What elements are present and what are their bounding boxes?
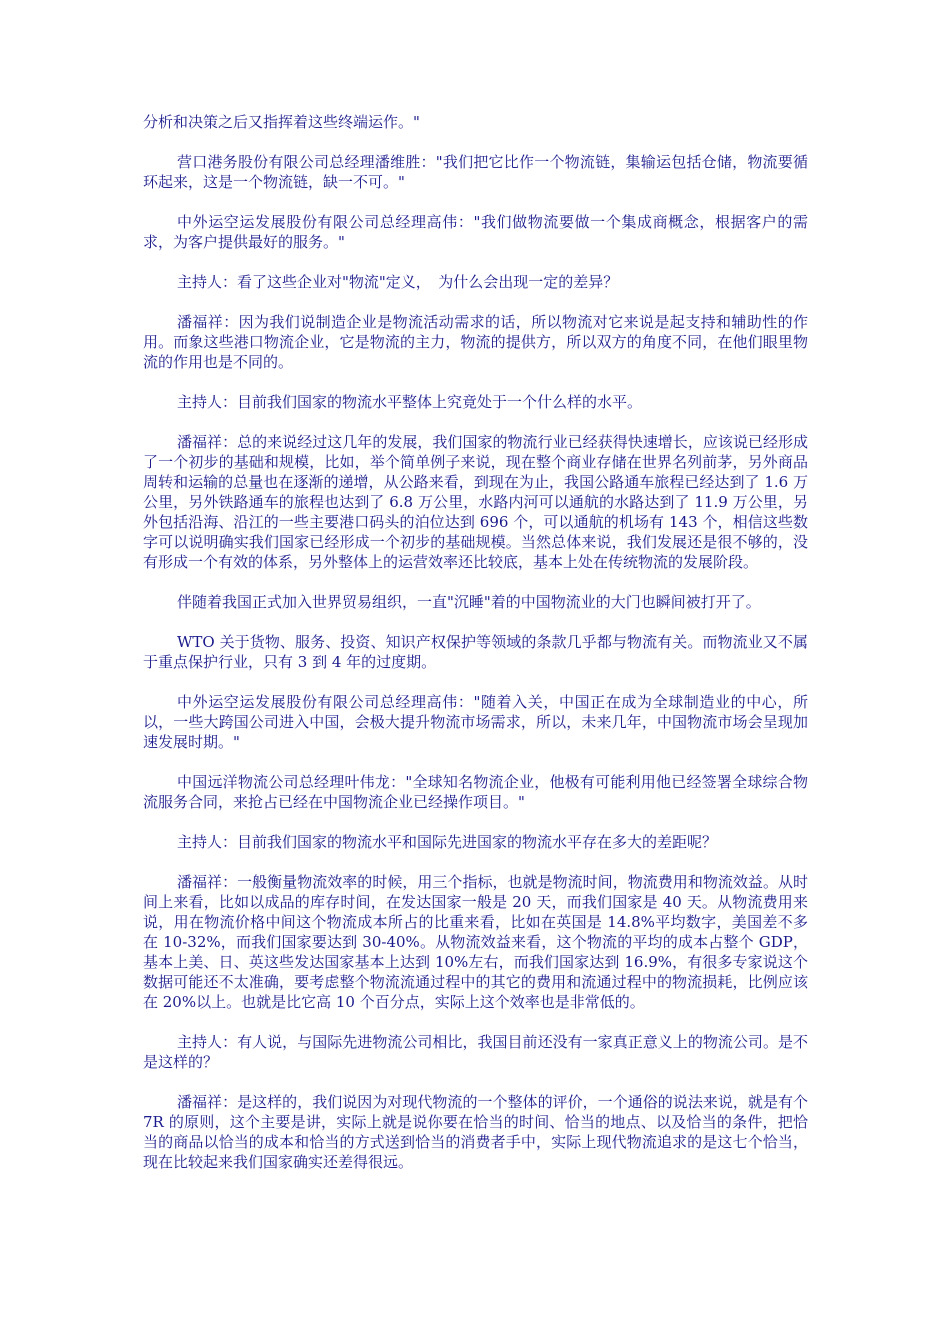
paragraph-pan-fuxiang-answer: 潘福祥：因为我们说制造企业是物流活动需求的话，所以物流对它来说是起支持和辅助性的作用。而象这些港口物流企业，它是物流的主力，物流的提供方，所以双方的角度不同，在他们眼里物流的作用也是不同的。 <box>143 313 808 371</box>
paragraph-pan-fuxiang-answer: 潘福祥：是这样的，我们说因为对现代物流的一个整体的评价，一个通俗的说法来说，就是有个 7R 的原则，这个主要是讲，实际上就是说你要在恰当的时间、恰当的地点、以及恰当的条件，把恰当的商品以恰当的成本和恰当的方式送到恰当的消费者手中，实际上现代物流追求的是这七个恰当，现在比较起来我们国家确实还差得很远。 <box>143 1093 808 1171</box>
paragraph-host-question: 主持人：有人说，与国际先进物流公司相比，我国目前还没有一家真正意义上的物流公司。是不是这样的？ <box>143 1033 808 1071</box>
paragraph-narration: WTO 关于货物、服务、投资、知识产权保护等领域的条款几乎都与物流有关。而物流业又不属于重点保护行业，只有 3 到 4 年的过度期。 <box>143 633 808 671</box>
paragraph-pan-fuxiang-answer: 潘福祥：一般衡量物流效率的时候，用三个指标，也就是物流时间，物流费用和物流效益。从时间上来看，比如以成品的库存时间，在发达国家一般是 20 天，而我们国家是 40 天。从物流费用来说，用在物流价格中间这个物流成本所占的比重来看，比如在英国是 14.8%平均数字，美国差不多在 10-32%，而我们国家要达到 30-40%。从物流效益来看，这个物流的平均的成本占整个 GDP，基本上美、日、英这些发达国家基本上达到 10%左右，而我们国家达到 16.9%，有很多专家说这个数据可能还不太准确，要考虑整个物流流通过程中的其它的费用和流通过程中的物流损耗，比例应该在 20%以上。也就是比它高 10 个百分点，实际上这个效率也是非常低的。 <box>143 873 808 1011</box>
paragraph-continuation: 分析和决策之后又指挥着这些终端运作。" <box>143 113 420 131</box>
paragraph-host-question: 主持人：目前我们国家的物流水平整体上究竟处于一个什么样的水平。 <box>177 393 643 411</box>
paragraph-pan-fuxiang-answer: 潘福祥：总的来说经过这几年的发展，我们国家的物流行业已经获得快速增长，应该说已经形成了一个初步的基础和规模，比如，举个简单例子来说，现在整个商业存储在世界名列前茅，另外商品周转和运输的总量也在逐渐的递增，从公路来看，到现在为止，我国公路通车旅程已经达到了 1.6 万公里，另外铁路通车的旅程也达到了 6.8 万公里，水路内河可以通航的水路达到了 11.9 万公里，另外包括沿海、沿江的一些主要港口码头的泊位达到 696 个，可以通航的机场有 143 个，相信这些数字可以说明确实我们国家已经形成一个初步的基础规模。当然总体来说，我们发展还是很不够的，没有形成一个有效的体系，另外整体上的运营效率还比较底，基本上处在传统物流的发展阶段。 <box>143 433 808 571</box>
paragraph-host-question: 主持人：目前我们国家的物流水平和国际先进国家的物流水平存在多大的差距呢？ <box>177 833 718 851</box>
paragraph-narration: 伴随着我国正式加入世界贸易组织，一直"沉睡"着的中国物流业的大门也瞬间被打开了。 <box>177 593 761 611</box>
document-body <box>143 112 808 1192</box>
paragraph-quote-gao-wei: 中外运空运发展股份有限公司总经理高伟："随着入关，中国正在成为全球制造业的中心，所以，一些大跨国公司进入中国，会极大提升物流市场需求，所以，未来几年，中国物流市场会呈现加速发展时期。" <box>143 693 808 751</box>
paragraph-quote-ye-weilong: 中国远洋物流公司总经理叶伟龙："全球知名物流企业，他极有可能利用他已经签署全球综合物流服务合同，来抢占已经在中国物流企业已经操作项目。" <box>143 773 808 811</box>
paragraph-host-question: 主持人：看了这些企业对"物流"定义， 为什么会出现一定的差异？ <box>177 273 619 291</box>
paragraph-quote-pan-weisheng: 营口港务股份有限公司总经理潘维胜："我们把它比作一个物流链，集输运包括仓储，物流要循环起来，这是一个物流链，缺一不可。" <box>143 153 808 191</box>
paragraph-quote-gao-wei: 中外运空运发展股份有限公司总经理高伟："我们做物流要做一个集成商概念，根据客户的需求，为客户提供最好的服务。" <box>143 213 808 251</box>
